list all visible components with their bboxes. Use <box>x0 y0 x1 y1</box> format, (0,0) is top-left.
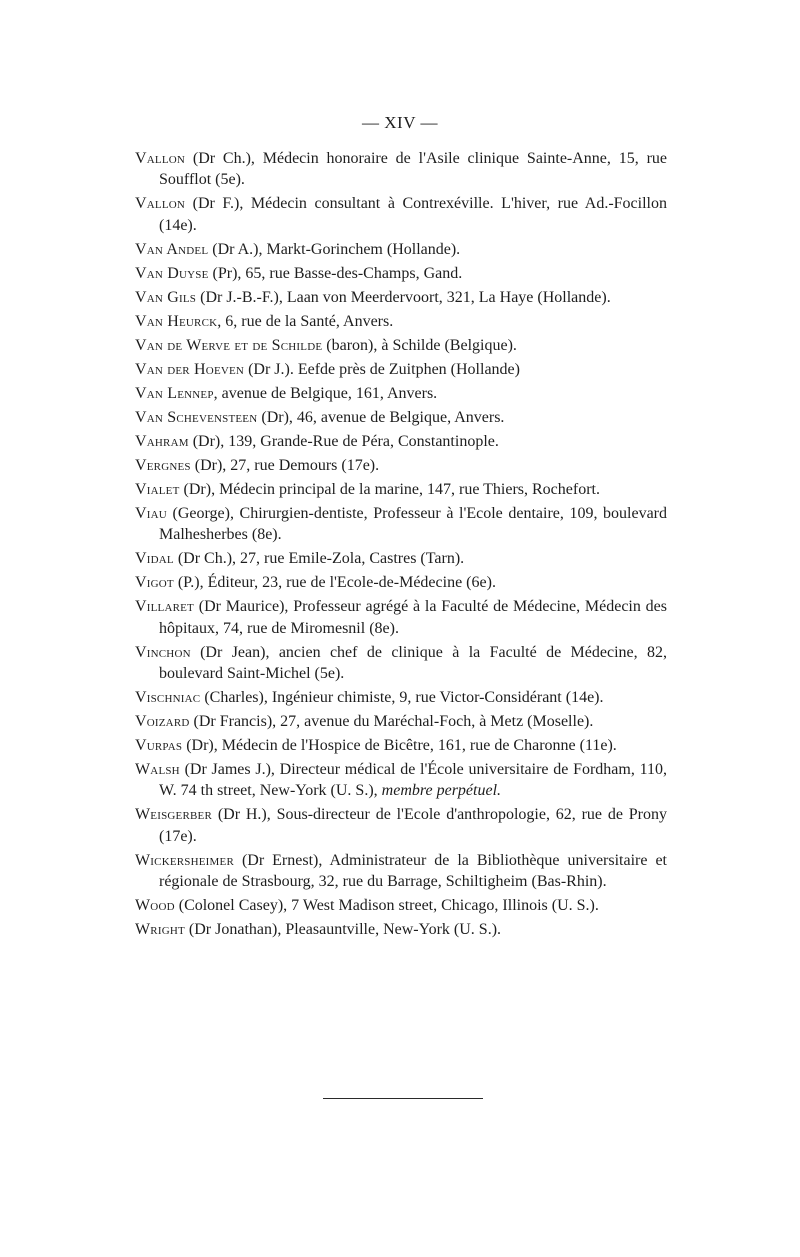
page-number: — XIV — <box>362 113 438 132</box>
member-note: membre perpétuel. <box>381 782 502 800</box>
member-entry <box>135 479 667 500</box>
member-name: Vigot <box>135 574 174 592</box>
member-entry <box>135 711 667 732</box>
member-list <box>135 148 667 943</box>
member-entry <box>135 735 667 756</box>
member-entry <box>135 804 667 847</box>
member-name: Van Lennep <box>135 384 214 402</box>
member-name: Villaret <box>135 598 194 616</box>
member-name: Walsh <box>135 761 180 779</box>
member-name: Vischniac <box>135 689 201 707</box>
member-entry <box>135 311 667 332</box>
member-entry <box>135 687 667 708</box>
member-entry <box>135 407 667 428</box>
member-name: Van Andel <box>135 240 209 258</box>
member-entry <box>135 572 667 593</box>
member-details: (Dr Ch.), Médecin honoraire de l'Asile clinique Sainte-Anne, 15, rue Soufflot (5e). <box>159 150 667 189</box>
member-details: (Dr Ernest), Administrateur de la Bibliothèque universitaire et régionale de Strasbourg, 32, rue du Barrage, Schiltigheim (Bas-Rhin). <box>159 851 667 891</box>
member-entry <box>135 383 667 404</box>
member-details: (Colonel Casey), 7 West Madison street, Chicago, Illinois (U. S.). <box>174 897 599 915</box>
member-details: (Dr), 27, rue Demours (17e). <box>190 456 380 474</box>
member-details: (Dr Ch.), 27, rue Emile-Zola, Castres (Tarn). <box>173 550 465 568</box>
member-details: (Dr Maurice), Professeur agrégé à la Faculté de Médecine, Médecin des hôpitaux, 74, rue de Miromesnil (8e). <box>159 598 667 637</box>
member-details: (Dr A.), Markt-Gorinchem (Hollande). <box>208 240 461 258</box>
member-name: Vurpas <box>135 737 183 755</box>
member-entry <box>135 919 667 940</box>
member-entry <box>135 596 667 639</box>
member-name: Viau <box>135 504 167 522</box>
member-name: Vialet <box>135 480 180 498</box>
member-entry <box>135 642 667 685</box>
member-details: (Dr J.). Eefde près de Zuitphen (Hollande) <box>244 360 520 378</box>
member-details: (P.), Éditeur, 23, rue de l'Ecole-de-Médecine (6e). <box>173 574 496 592</box>
member-details: (Dr Jean), ancien chef de clinique à la Faculté de Médecine, 82, boulevard Saint-Michel (5e). <box>159 643 667 683</box>
member-name: Wright <box>135 921 185 939</box>
member-name: Wickersheimer <box>135 851 234 869</box>
member-details: (Dr), 46, avenue de Belgique, Anvers. <box>257 408 505 426</box>
member-name: Wood <box>135 897 175 915</box>
member-entry <box>135 359 667 380</box>
member-details: (Pr), 65, rue Basse-des-Champs, Gand. <box>208 264 463 282</box>
member-entry <box>135 263 667 284</box>
member-name: Van de Werve et de Schilde <box>135 336 323 354</box>
member-entry <box>135 895 667 916</box>
member-name: Vergnes <box>135 456 191 474</box>
member-entry <box>135 455 667 476</box>
member-name: Vinchon <box>135 643 191 661</box>
member-name: Van Gils <box>135 288 197 306</box>
member-details: (Dr H.), Sous-directeur de l'Ecole d'anthropologie, 62, rue de Prony (17e). <box>159 806 667 845</box>
member-details: , 6, rue de la Santé, Anvers. <box>217 312 394 330</box>
member-details: (baron), à Schilde (Belgique). <box>322 336 517 354</box>
member-entry <box>135 239 667 260</box>
closing-rule <box>323 1098 483 1099</box>
member-name: Van Schevensteen <box>135 408 258 426</box>
member-entry <box>135 431 667 452</box>
member-name: Vidal <box>135 550 174 568</box>
member-details: (Dr James J.), Directeur médical de l'École universitaire de Fordham, 110, W. 74 th street, New-York (U. S.), <box>159 761 667 800</box>
member-details: (Dr), Médecin de l'Hospice de Bicêtre, 161, rue de Charonne (11e). <box>182 737 617 755</box>
member-entry <box>135 193 667 236</box>
member-details: (Dr F.), Médecin consultant à Contrexéville. L'hiver, rue Ad.-Focillon (14e). <box>159 195 667 234</box>
member-name: Vallon <box>135 150 186 167</box>
member-details: (Dr J.-B.-F.), Laan von Meerdervoort, 321, La Haye (Hollande). <box>196 288 611 306</box>
member-entry <box>135 148 667 191</box>
member-details: (Dr), 139, Grande-Rue de Péra, Constantinople. <box>188 432 499 450</box>
member-entry <box>135 759 667 802</box>
member-details: (Dr), Médecin principal de la marine, 147, rue Thiers, Rochefort. <box>179 480 600 498</box>
member-name: Weisgerber <box>135 806 212 824</box>
member-details: (Dr Francis), 27, avenue du Maréchal-Foch, à Metz (Moselle). <box>189 713 594 731</box>
member-details: (Charles), Ingénieur chimiste, 9, rue Victor-Considérant (14e). <box>200 689 604 707</box>
member-name: Van der Hoeven <box>135 360 245 378</box>
member-entry <box>135 548 667 569</box>
member-entry <box>135 503 667 546</box>
member-name: Voizard <box>135 713 190 731</box>
member-name: Van Duyse <box>135 264 209 282</box>
member-entry <box>135 335 667 356</box>
member-name: Vallon <box>135 195 186 213</box>
member-name: Vahram <box>135 432 189 450</box>
member-name: Van Heurck <box>135 312 218 330</box>
member-entry <box>135 850 667 893</box>
member-details: (Dr Jonathan), Pleasauntville, New-York (U. S.). <box>184 921 502 939</box>
member-entry <box>135 287 667 308</box>
member-details: , avenue de Belgique, 161, Anvers. <box>213 384 438 402</box>
member-details: (George), Chirurgien-dentiste, Professeur à l'Ecole dentaire, 109, boulevard Malhesherbes (8e). <box>159 504 667 544</box>
